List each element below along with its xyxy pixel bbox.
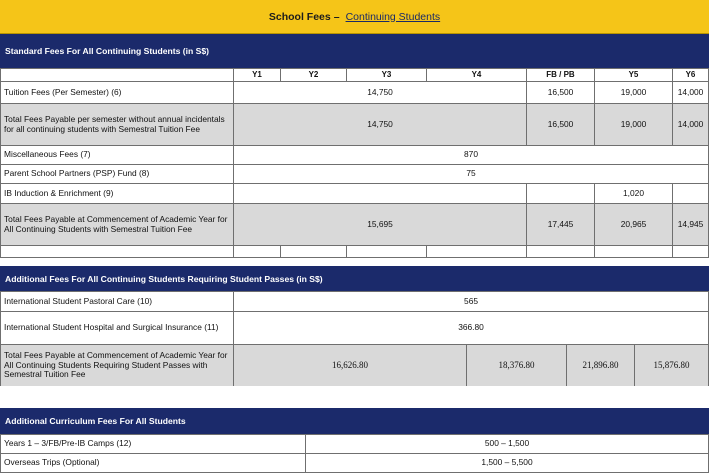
section-student-pass-title: Additional Fees For All Continuing Students Requiring Student Passes (in S$) xyxy=(5,273,323,284)
cell-y5: 19,000 xyxy=(595,104,673,146)
table-row xyxy=(1,454,709,473)
section-curriculum-title: Additional Curriculum Fees For All Students xyxy=(5,416,186,426)
table-row xyxy=(1,312,709,345)
row-label: Tuition Fees (Per Semester) (6) xyxy=(1,82,234,104)
col-y2: Y2 xyxy=(281,69,347,82)
row-label: Total Fees Payable per semester without annual incidentals for all continuing students with Semestral Tuition Fee xyxy=(1,104,234,146)
row-label: IB Induction & Enrichment (9) xyxy=(1,184,234,204)
cell-all-years: 870 xyxy=(234,146,709,165)
continuing-students-link[interactable]: Continuing Students xyxy=(345,10,441,23)
col-y3: Y3 xyxy=(347,69,427,82)
row-label: International Student Pastoral Care (10) xyxy=(1,292,234,312)
header-blank-cell xyxy=(1,69,234,82)
table-row xyxy=(1,204,709,246)
cell-range: 500 – 1,500 xyxy=(306,435,709,454)
cell-y6-empty xyxy=(673,184,709,204)
cell-y5: 21,896.80 xyxy=(567,345,635,387)
table-row xyxy=(1,345,709,387)
cell-y5: 1,020 xyxy=(595,184,673,204)
row-label: Miscellaneous Fees (7) xyxy=(1,146,234,165)
cell-y6: 15,876.80 xyxy=(635,345,709,387)
spacer-row xyxy=(1,246,709,258)
col-y4: Y4 xyxy=(427,69,527,82)
section-curriculum-heading xyxy=(0,408,709,434)
cell-fbpb: 18,376.80 xyxy=(467,345,567,387)
cell-all-years: 366.80 xyxy=(234,312,709,345)
section-gap xyxy=(0,386,709,408)
cell-y1-y4: 14,750 xyxy=(234,104,527,146)
cell-fbpb: 16,500 xyxy=(527,82,595,104)
col-y1: Y1 xyxy=(234,69,281,82)
section-standard-fees-title: Standard Fees For All Continuing Students (in S$) xyxy=(5,46,210,56)
cell-y6: 14,000 xyxy=(673,82,709,104)
cell-fbpb-empty xyxy=(527,184,595,204)
row-label: Total Fees Payable at Commencement of Academic Year for All Continuing Students Requiring Student Passes with Semestral Tuition Fee xyxy=(1,345,234,387)
cell-y1-y4: 16,626.80 xyxy=(234,345,467,387)
row-label: International Student Hospital and Surgical Insurance (11) xyxy=(1,312,234,345)
cell-fbpb: 16,500 xyxy=(527,104,595,146)
page-title: School Fees xyxy=(268,10,331,23)
standard-fees-table xyxy=(0,68,709,258)
table-row xyxy=(1,292,709,312)
page-title-bar xyxy=(0,0,709,34)
cell-y1-y4: 14,750 xyxy=(234,82,527,104)
table-row xyxy=(1,184,709,204)
table-row xyxy=(1,82,709,104)
cell-y5: 19,000 xyxy=(595,82,673,104)
cell-range: 1,500 – 5,500 xyxy=(306,454,709,473)
column-header-row xyxy=(1,69,709,82)
table-row xyxy=(1,165,709,184)
cell-all-years: 565 xyxy=(234,292,709,312)
col-fbpb: FB / PB xyxy=(527,69,595,82)
table-row xyxy=(1,435,709,454)
table-row xyxy=(1,104,709,146)
section-student-pass-heading xyxy=(0,266,709,291)
section-standard-fees-heading xyxy=(0,34,709,68)
cell-all-years: 75 xyxy=(234,165,709,184)
col-y6: Y6 xyxy=(673,69,709,82)
cell-y5: 20,965 xyxy=(595,204,673,246)
row-label: Overseas Trips (Optional) xyxy=(1,454,306,473)
title-dash: – xyxy=(333,10,340,23)
table-row xyxy=(1,146,709,165)
col-y5: Y5 xyxy=(595,69,673,82)
student-pass-fees-table xyxy=(0,291,709,387)
curriculum-fees-table xyxy=(0,434,709,473)
row-label: Parent School Partners (PSP) Fund (8) xyxy=(1,165,234,184)
cell-y6: 14,000 xyxy=(673,104,709,146)
cell-y1-y4: 15,695 xyxy=(234,204,527,246)
cell-fbpb: 17,445 xyxy=(527,204,595,246)
row-label: Total Fees Payable at Commencement of Academic Year for All Continuing Students with Semestral Tuition Fee xyxy=(1,204,234,246)
row-label: Years 1 – 3/FB/Pre-IB Camps (12) xyxy=(1,435,306,454)
cell-y1-y4-empty xyxy=(234,184,527,204)
cell-y6: 14,945 xyxy=(673,204,709,246)
